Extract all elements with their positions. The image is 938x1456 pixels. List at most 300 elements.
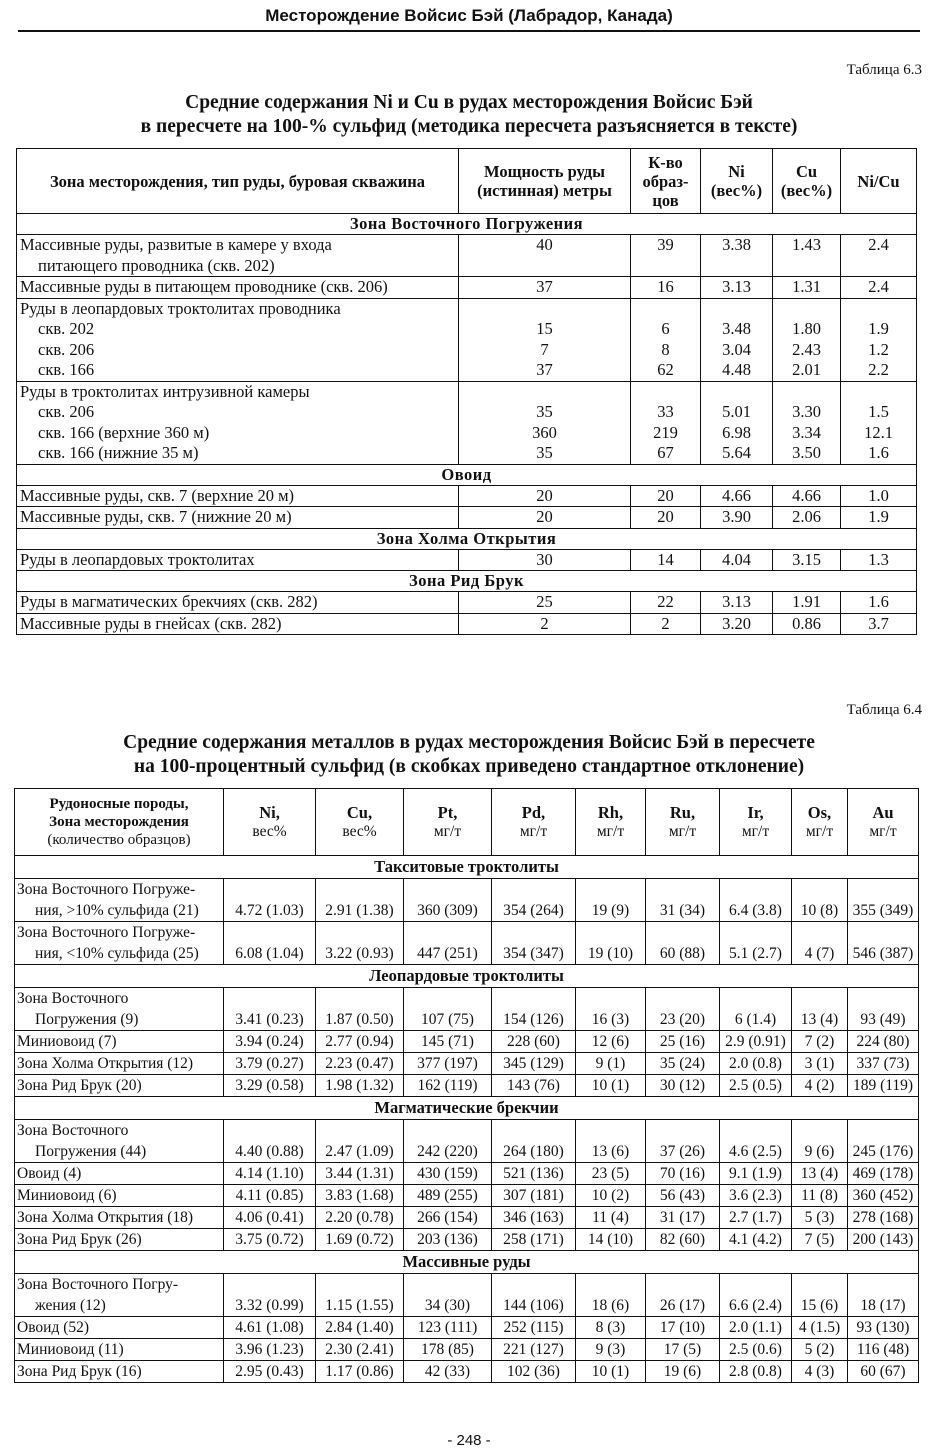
table-row [17,381,917,464]
row-name [15,1229,224,1251]
row-name [15,1031,224,1053]
table-row [15,1207,919,1229]
table-row [15,1229,919,1251]
row-name [15,1339,224,1361]
cell-line: 3.34 [792,422,821,442]
cell-value: 4.11 (0.85) [224,1185,316,1207]
cell-line: 1.0 [868,485,889,505]
header-element-unit: мг/т [596,823,625,840]
cell-value: 17 (5) [646,1339,720,1361]
header-element-unit: мг/т [805,823,834,840]
cell-line: 35 [536,402,553,421]
cell-line: 1.9 [868,507,889,526]
table-6-3-title [18,91,920,139]
row-name-line: скв. 206 [38,339,95,359]
cell-value: 31 (17) [646,1207,720,1229]
header-thickness: Мощность руды (истинная) метры [459,149,631,214]
table-row [15,1031,919,1053]
cell-line: 67 [657,443,674,462]
row-name-line: Овоид (52) [17,1319,90,1336]
cell-value [459,277,631,299]
cell-value: 2.7 (1.7) [720,1207,792,1229]
cell-line: 1.80 [792,319,821,338]
header-rock-line-2: Зона месторождения [49,814,189,830]
cell-line: 4.04 [722,549,751,569]
header-zone: Зона месторождения, тип руды, буровая скважина [17,149,459,214]
header-rock-zone [15,789,224,856]
row-name [15,1361,224,1383]
cell-value: 16 (3) [576,988,646,1031]
cell-line: 33 [657,402,674,421]
section-row [17,464,917,485]
cell-value [631,298,701,381]
cell-value: 2.77 (0.94) [316,1031,404,1053]
table-row [17,507,917,529]
cell-value: 123 (111) [404,1317,492,1339]
cell-value: 354 (264) [492,879,576,922]
cell-line: 2.43 [792,339,821,359]
cell-value [841,381,917,464]
row-name-line: Массивные руды, развитые в камере у входа [20,235,332,254]
header-element-name: Ru, [669,803,696,822]
row-name-line: Миниовоид (7) [17,1033,117,1050]
cell-line: 1.2 [868,339,889,359]
cell-line: 6 [661,319,670,338]
row-name-line: Массивные руды, скв. 7 (верхние 20 м) [20,485,295,505]
table-6-3-label: Таблица 6.3 [846,62,922,78]
header-element-unit: мг/т [519,823,548,840]
section-row [17,571,917,592]
row-name-line: Руды в троктолитах интрузивной камеры [20,381,310,401]
header-element [646,789,720,856]
cell-value: 546 (387) [848,922,919,965]
cell-value: 102 (36) [492,1361,576,1383]
cell-value: 447 (251) [404,922,492,965]
table-row [15,1120,919,1163]
cell-value: 355 (349) [848,879,919,922]
cell-value: 10 (8) [792,879,848,922]
cell-value: 144 (106) [492,1274,576,1317]
table-6-4-label: Таблица 6.4 [846,702,922,718]
row-name [15,879,224,922]
cell-line [704,382,769,403]
row-name [17,277,459,299]
table-row [17,613,917,635]
row-name [15,922,224,965]
cell-line: 3.48 [722,319,751,338]
cell-line: 30 [536,549,553,569]
header-element-name: Rh, [597,803,624,822]
cell-line: 1.6 [868,592,889,611]
cell-value: 6.6 (2.4) [720,1274,792,1317]
cell-value: 345 (129) [492,1053,576,1075]
cell-value: 13 (4) [792,1163,848,1185]
cell-value: 4 (3) [792,1361,848,1383]
cell-value: 3.6 (2.3) [720,1185,792,1207]
cell-value [701,298,773,381]
cell-value: 11 (4) [576,1207,646,1229]
row-name-line: Зона Восточного Погруже- [17,924,196,941]
cell-line: 5.01 [722,402,751,421]
cell-value: 3.41 (0.23) [224,988,316,1031]
table-6-4-title-line-1: Средние содержания металлов в рудах месторождения Войсис Бэй в пересчете [123,732,815,753]
row-name-line: скв. 206 [38,402,95,421]
cell-line: 16 [657,277,674,296]
row-name [17,298,459,381]
cell-value: 2.84 (1.40) [316,1317,404,1339]
row-name-line: Зона Рид Брук (20) [17,1077,142,1094]
cell-value: 307 (181) [492,1185,576,1207]
header-element-unit: мг/т [869,823,897,840]
row-name [17,235,459,277]
cell-value [773,381,841,464]
cell-value [841,613,917,635]
cell-line: 7 [540,339,549,359]
table-6-3-title-line-2: в пересчете на 100-% сульфид (методика пересчета разъясняется в тексте) [140,116,798,137]
cell-value: 3.75 (0.72) [224,1229,316,1251]
cell-value: 6 (1.4) [720,988,792,1031]
cell-line [844,382,913,403]
cell-line: 219 [653,422,678,442]
cell-value [459,549,631,571]
cell-value: 430 (159) [404,1163,492,1185]
cell-value: 34 (30) [404,1274,492,1317]
cell-value: 4 (1.5) [792,1317,848,1339]
cell-value [701,507,773,529]
cell-value: 224 (80) [848,1031,919,1053]
cell-value [631,549,701,571]
row-name-line: Руды в леопардовых троктолитах проводника [20,298,341,318]
cell-line: 20 [657,485,674,505]
table-row [15,1274,919,1317]
row-name-line: Руды в магматических брекчиях (скв. 282) [20,592,318,611]
cell-value: 3.83 (1.68) [316,1185,404,1207]
row-name-line: питающего проводника (скв. 202) [38,255,275,275]
cell-line: 20 [536,507,553,526]
header-element [792,789,848,856]
table-row [15,1053,919,1075]
row-name-line: Миниовоид (11) [17,1341,124,1358]
section-title: Магматические брекчии [15,1097,919,1120]
section-row [15,965,919,988]
row-name-line: Массивные руды в питающем проводнике (скв. 206) [20,277,388,296]
cell-value: 3.79 (0.27) [224,1053,316,1075]
cell-value: 1.17 (0.86) [316,1361,404,1383]
cell-value [773,549,841,571]
row-name-line: Погружения (44) [35,1143,147,1160]
cell-line: 3.38 [722,235,751,254]
row-name-line: скв. 166 (нижние 35 м) [38,443,199,462]
row-name-line: скв. 166 (верхние 360 м) [38,422,210,442]
cell-line [776,299,837,320]
cell-value: 9 (6) [792,1120,848,1163]
cell-value [841,592,917,614]
cell-value [773,235,841,277]
cell-line: 1.31 [792,277,821,296]
cell-value: 6.08 (1.04) [224,922,316,965]
row-name [15,1075,224,1097]
header-element [720,789,792,856]
cell-value: 37 (26) [646,1120,720,1163]
cell-line [776,382,837,403]
cell-value: 521 (136) [492,1163,576,1185]
section-title: Зона Холма Открытия [17,528,917,549]
cell-line [634,382,697,403]
cell-value: 266 (154) [404,1207,492,1229]
cell-value: 377 (197) [404,1053,492,1075]
table-row [15,1339,919,1361]
cell-value: 10 (1) [576,1361,646,1383]
cell-value: 56 (43) [646,1185,720,1207]
cell-value: 19 (6) [646,1361,720,1383]
cell-line [462,382,627,403]
cell-value: 360 (452) [848,1185,919,1207]
row-name [15,1207,224,1229]
cell-value [701,235,773,277]
table-row [17,549,917,571]
cell-line: 4.66 [722,485,751,505]
cell-value: 1.69 (0.72) [316,1229,404,1251]
table-row [15,1075,919,1097]
row-name [17,485,459,507]
cell-value: 278 (168) [848,1207,919,1229]
header-element [224,789,316,856]
cell-value: 60 (67) [848,1361,919,1383]
header-element [316,789,404,856]
cell-value: 5.1 (2.7) [720,922,792,965]
table-row [15,1317,919,1339]
header-rock-line-3: (количество образцов) [47,832,191,848]
cell-line: 1.3 [868,549,889,569]
cell-line: 360 [532,422,557,442]
cell-value [841,549,917,571]
table-6-3-header-row [17,149,917,214]
cell-value: 4.61 (1.08) [224,1317,316,1339]
cell-value: 26 (17) [646,1274,720,1317]
cell-line: 3.50 [792,443,821,462]
cell-value [701,549,773,571]
table-6-3-title-line-1: Средние содержания Ni и Cu в рудах месторождения Войсис Бэй [185,92,753,113]
row-name-line: Зона Рид Брук (26) [17,1231,142,1248]
cell-value: 3.22 (0.93) [316,922,404,965]
row-name [17,381,459,464]
cell-line: 35 [536,443,553,462]
cell-value: 5 (3) [792,1207,848,1229]
running-header: Месторождение Войсис Бэй (Лабрадор, Канада) [18,6,920,32]
cell-value [459,485,631,507]
section-title: Зона Рид Брук [17,571,917,592]
header-element-unit: мг/т [668,823,697,840]
cell-value: 93 (130) [848,1317,919,1339]
cell-value [459,235,631,277]
cell-value [631,277,701,299]
cell-value: 1.87 (0.50) [316,988,404,1031]
row-name-line: Миниовоид (6) [17,1187,117,1204]
cell-value: 2.20 (0.78) [316,1207,404,1229]
table-6-3-body [17,214,917,635]
cell-value: 3.32 (0.99) [224,1274,316,1317]
table-row [15,879,919,922]
cell-value: 3.29 (0.58) [224,1075,316,1097]
cell-line [462,299,627,320]
cell-value: 200 (143) [848,1229,919,1251]
cell-value [631,613,701,635]
cell-value: 4.14 (1.10) [224,1163,316,1185]
cell-value: 245 (176) [848,1120,919,1163]
section-title: Овоид [17,464,917,485]
cell-value: 2.8 (0.8) [720,1361,792,1383]
cell-value: 3.96 (1.23) [224,1339,316,1361]
row-name [15,1274,224,1317]
cell-line: 62 [657,360,674,379]
cell-value: 228 (60) [492,1031,576,1053]
cell-value: 107 (75) [404,988,492,1031]
cell-value: 337 (73) [848,1053,919,1075]
cell-line: 4.66 [792,485,821,505]
cell-value [841,277,917,299]
table-6-4-header-row [15,789,919,856]
row-name [15,988,224,1031]
page-number: - 248 - [447,1432,491,1449]
cell-line: 2.06 [792,507,821,526]
cell-value: 2.0 (1.1) [720,1317,792,1339]
cell-line: 20 [536,485,553,505]
header-element-name: Cu, [346,803,373,822]
cell-value [631,235,701,277]
cell-line [634,299,697,320]
row-name-line: Зона Холма Открытия (12) [17,1055,194,1072]
table-row [17,485,917,507]
header-element-name: Os, [807,803,832,822]
cell-value: 82 (60) [646,1229,720,1251]
table-6-4-title-line-2: на 100-процентный сульфид (в скобках приведено стандартное отклонение) [133,756,805,777]
cell-value: 2.95 (0.43) [224,1361,316,1383]
cell-value: 469 (178) [848,1163,919,1185]
header-element-unit: мг/т [433,823,462,840]
cell-value [701,592,773,614]
cell-value: 11 (8) [792,1185,848,1207]
cell-value: 1.15 (1.55) [316,1274,404,1317]
table-row [17,235,917,277]
header-element-unit: мг/т [741,823,770,840]
table-row [15,1163,919,1185]
cell-value: 2.9 (0.91) [720,1031,792,1053]
header-element-unit: вес% [342,823,377,840]
row-name-line: Погружения (9) [35,1011,139,1028]
cell-value [773,507,841,529]
header-rock-line-1: Рудоносные породы, [49,796,189,812]
cell-value [773,613,841,635]
cell-value: 18 (17) [848,1274,919,1317]
cell-value: 2.0 (0.8) [720,1053,792,1075]
cell-line: 15 [536,319,553,338]
cell-line: 8 [661,339,670,359]
cell-value: 221 (127) [492,1339,576,1361]
cell-value: 4.72 (1.03) [224,879,316,922]
section-row [17,214,917,235]
header-element [848,789,919,856]
cell-line: 1.91 [792,592,821,611]
section-row [15,856,919,879]
cell-value: 189 (119) [848,1075,919,1097]
cell-value: 178 (85) [404,1339,492,1361]
cell-line: 40 [536,235,553,254]
cell-line: 3.20 [722,613,751,633]
cell-line: 5.64 [722,443,751,462]
row-name-line: ния, <10% сульфида (25) [35,945,199,962]
cell-value: 12 (6) [576,1031,646,1053]
row-name [17,549,459,571]
cell-value [631,485,701,507]
cell-value: 4 (2) [792,1075,848,1097]
cell-line: 3.90 [722,507,751,526]
cell-value: 3.44 (1.31) [316,1163,404,1185]
cell-value: 4.1 (4.2) [720,1229,792,1251]
cell-line: 25 [536,592,553,611]
section-title: Зона Восточного Погружения [17,214,917,235]
header-element-unit: вес% [252,823,287,840]
cell-value [841,507,917,529]
section-title: Такситовые троктолиты [15,856,919,879]
cell-value: 15 (6) [792,1274,848,1317]
cell-value: 4.40 (0.88) [224,1120,316,1163]
section-row [15,1251,919,1274]
cell-value: 14 (10) [576,1229,646,1251]
row-name [15,1163,224,1185]
cell-line: 2.4 [868,277,889,296]
cell-value: 143 (76) [492,1075,576,1097]
header-element-name: Pd, [521,803,546,822]
cell-value: 346 (163) [492,1207,576,1229]
cell-value [631,592,701,614]
header-element [404,789,492,856]
cell-value: 7 (2) [792,1031,848,1053]
row-name-line: скв. 202 [38,319,95,338]
cell-line: 3.04 [722,339,751,359]
header-element-name: Ni, [259,803,280,822]
row-name-line: Зона Восточного Погру- [17,1276,179,1293]
cell-value: 17 (10) [646,1317,720,1339]
cell-value [459,592,631,614]
cell-value: 489 (255) [404,1185,492,1207]
cell-line: 2 [661,613,670,633]
row-name-line: жения (12) [35,1297,106,1314]
cell-value: 70 (16) [646,1163,720,1185]
section-title: Массивные руды [15,1251,919,1274]
cell-value: 2.30 (2.41) [316,1339,404,1361]
cell-line: 3.15 [792,549,821,569]
table-6-4-title [18,731,920,779]
cell-line: 37 [536,360,553,379]
cell-value [773,298,841,381]
row-name [17,592,459,614]
cell-line: 3.30 [792,402,821,421]
cell-value: 9.1 (1.9) [720,1163,792,1185]
cell-value: 25 (16) [646,1031,720,1053]
cell-line: 22 [657,592,674,611]
section-row [15,1097,919,1120]
cell-value [459,613,631,635]
cell-line: 1.43 [792,235,821,254]
table-row [17,298,917,381]
row-name-line: Руды в леопардовых троктолитах [20,549,255,569]
header-element [492,789,576,856]
cell-value: 264 (180) [492,1120,576,1163]
cell-line: 14 [657,549,674,569]
cell-line: 1.5 [868,402,889,421]
cell-value [841,298,917,381]
cell-value: 2.91 (1.38) [316,879,404,922]
